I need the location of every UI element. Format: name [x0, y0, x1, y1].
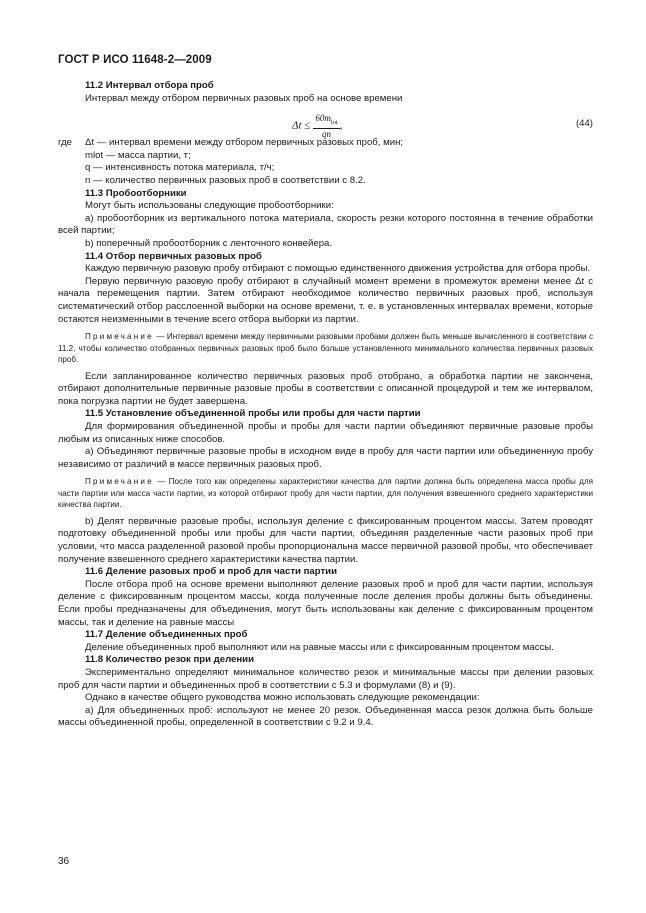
section-heading-11-6: 11.6 Деление разовых проб и проб для части партии: [85, 566, 337, 578]
page-number: 36: [58, 856, 70, 867]
formula-expression: [292, 113, 342, 139]
section-heading-11-5: 11.5 Установление объединенной пробы или пробы для части партии: [85, 408, 421, 420]
section-heading-11-4: 11.4 Отбор первичных разовых проб: [85, 250, 262, 262]
document-body: [58, 80, 593, 730]
equation-number: (44): [575, 118, 593, 130]
paragraph: Однако в качестве общего руководства можно использовать следующие рекомендации:: [85, 692, 480, 704]
paragraph: После отбора проб на основе времени выполняют деление разовых проб и проб для части партии, используя деление с фиксированным процентом массы, когда полученные после деления пробы должны быть объединены. Если пробы предназначены для объединения, могут быть использованы как деление с фиксированным процентом массы, так и деление на равные массы: [58, 578, 593, 628]
paragraph: Для формирования объединенной пробы и пробы для части партии объединяют первичные разовые пробы любым из описанных ниже способов.: [58, 420, 593, 445]
paragraph: Могут быть использованы следующие пробоотборники:: [85, 200, 334, 212]
formula-denominator: qn: [322, 128, 331, 139]
formula-44: [58, 107, 593, 137]
note-text: — Интервал времени между первичными разовыми пробами должен быть меньше вычисленного в соответствии с 11.2, чтобы количество отобранных первичных разовых проб было больше установленного минимального количества первичных разовых проб.: [58, 332, 593, 365]
note-label: Примечание: [85, 332, 154, 342]
note: [58, 476, 593, 511]
formula-tail: ,: [339, 119, 343, 132]
formula-lhs: Δt ≤: [292, 119, 311, 132]
note-label: Примечание: [85, 477, 154, 487]
formula-numerator: $60m_{lot}$: [313, 113, 339, 129]
paragraph: Каждую первичную разовую пробу отбирают с помощью единственного движения устройства для отбора пробы.: [85, 263, 591, 275]
document-header: ГОСТ Р ИСО 11648-2—2009: [58, 54, 212, 66]
paragraph: Деление объединенных проб выполняют или на равные массы или с фиксированным процентом массы.: [85, 641, 554, 653]
paragraph: a) Объединяют первичные разовые пробы в исходном виде в пробу для части партии или объединенную пробу независимо от различий в массе первичных разовых проб.: [58, 446, 593, 470]
section-heading-11-2: 11.2 Интервал отбора проб: [85, 80, 214, 91]
paragraph: Первую первичную разовую пробу отбирают в случайный момент времени в промежуток времени менее Δt с начала перемещения партии. Затем отбирают необходимое количество первичных разовых проб, используя систематический отбор расслоенной выборки на основе времени, т. е. в установленных интервалах времени, которые остаются неизменными в течение всего отбора выборки из партии.: [58, 275, 593, 325]
section-heading-11-7: 11.7 Деление объединенных проб: [85, 629, 248, 641]
section-heading-11-3: 11.3 Пробоотборники: [85, 187, 187, 199]
paragraph: b) Делят первичные разовые пробы, используя деление с фиксированным процентом массы. Затем проводят подготовку объединенной пробы или пробы для части партии, объединяя разделенные части разовых проб при условии, что масса разделенной разовой пробы пропорциональна массе первичной разовой пробы, что обеспечивает получение взвешенного среднего характеристики качества партии.: [58, 515, 593, 565]
paragraph: Экспериментально определяют минимальное количество резок и минимальные массы при делении разовых проб для части партии и объединенных проб в соответствии с 5.3 и формулами (8) и (9).: [58, 666, 593, 691]
definition-item: n — количество первичных разовых проб в соответствии с 8.2.: [85, 174, 366, 186]
where-label: где: [58, 137, 73, 149]
definition-item: q — интенсивность потока материала, т/ч;: [85, 162, 275, 174]
paragraph: Если запланированное количество первичных разовых проб отобрано, а обработка партии не закончена, отбирают дополнительные первичные разовые пробы в соответствии с описанной процедурой и тем же интервалом, пока погрузка партии не будет завершена.: [58, 370, 593, 407]
note-text: — После того как определены характеристики качества для партии должна быть определена масса пробы для части партии или масса части партии, из которой отбирают пробу для части партии, для получения взвешенного среднего характеристики качества партии.: [58, 477, 593, 510]
note: [58, 331, 593, 366]
definition-item: mlot — масса партии, т;: [85, 149, 191, 161]
paragraph: a) Для объединенных проб: используют не менее 20 резок. Объединенная масса резок должна быть больше массы объединенной пробы, определенной в соответствии с 9.2 и 9.4.: [58, 704, 593, 729]
paragraph: a) пробоотборник из вертикального потока материала, скорость резки которого постоянна в течение обработки всей партии;: [58, 212, 593, 237]
definition-item: Δt — интервал времени между отбором первичных разовых проб, мин;: [85, 137, 404, 149]
formula-fraction: [313, 113, 339, 139]
paragraph: b) поперечный пробоотборник с ленточного конвейера.: [85, 237, 333, 249]
section-heading-11-8: 11.8 Количество резок при делении: [85, 654, 254, 666]
paragraph: Интервал между отбором первичных разовых проб на основе времени: [85, 92, 403, 104]
variable-definitions: [58, 137, 593, 187]
